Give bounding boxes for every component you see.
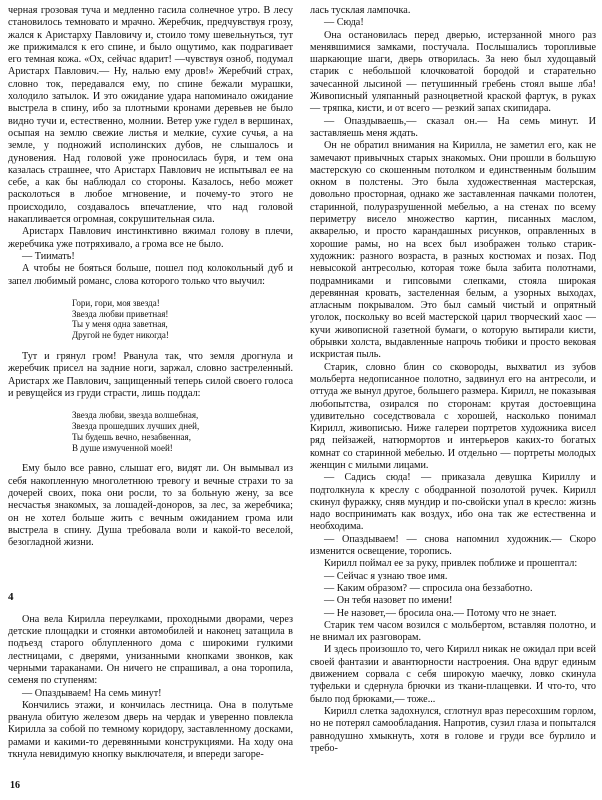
- poem-stanza: [72, 298, 293, 341]
- paragraph: черная грозовая туча и медленно гасила солнечное утро. В лесу становилось темновато и мрачно. Жеребчик, предчувствуя грозу, жался к Аристарху Павловичу и, стоило тому шевельнуться, тут же прижимался к его спине, и было ощутимо, как подрагивает его темная кожа. «Ох, сейчас вдарит! —чувствуя озноб, подумал Аристарх Павлович.— Ну, налью ему дров!» Жеребчий страх, словно ток, передавался ему, по спине бежали мурашки, холодило затылок. И это ожидание удара напоминало ожидание выстрела в спину, ибо за плотными кронами деревьев не было видно тучи и, естественно, молнии. Ветер уже гудел в вершинах, осыпая на землю свежие листья и мелкие, сухие сучья, а на земле, у подножий исполинских дубов, не слышалось и дуновения. Над головой уже проносилась буря, и тем она казалась страшнее, что Аристарх Павлович не испытывал ее на себе, а как бы наблюдал со стороны. Казалось, небо может расколоться в любое мгновение, и почему-то этого не происходило, создавалось впечатление, что над головой накапливается огромная, сокрушительная сила.: [8, 5, 293, 226]
- paragraph: Она вела Кирилла переулками, проходными дворами, через детские площадки и стоянки автомобилей и наконец затащила в подъезд старого облупленного дома с широкими гулкими лестницами, с дверями, унизанными кнопками звонков, как черными тараканами. Он ничего не спрашивал, а она торопила, семеня по ступеням:: [8, 613, 293, 687]
- paragraph: — Каким образом? — спросила она беззаботно.: [324, 582, 533, 594]
- paragraph: Ему было все равно, слышат его, видят ли. Он вымывал из себя накопленную многолетнюю тревогу и вечные страхи то за дочерей своих, пока они росли, то за больную жену, за все несчастья знакомых, за лошадей-доноров, за лес, за жеребчика; он не хотел больше жить с вечным ожиданием грома или выстрела в спину. Душа требовала воли и какой-то веселой, безогладной жизни.: [8, 463, 293, 549]
- left-column: [8, 5, 293, 761]
- paragraph: Она остановилась перед дверью, истерзанной много раз менявшимися замками, постучала. Послышались торопливые шаркающие шаги, дверь отворилась. За нею был худощавый старик с небольшой клочковатой бородой и старательно зачесанной лысиной — петушинный гребень стоял выше лба! Живописный уляпанный разноцветной краской фартук, в руках — тряпка, кисти, и от всего — резкий запах скипидара.: [310, 29, 596, 115]
- paragraph: — Не назовет,— бросила она.— Потому что не знает.: [324, 607, 557, 619]
- poem-line: Звезда любви, звезда волшебная,: [72, 410, 199, 421]
- paragraph: Старик тем часом возился с мольбертом, вставляя полотно, и не внимал их разговорам.: [310, 619, 596, 644]
- paragraph: — Садись сюда! — приказала девушка Кириллу и подтолкнула к креслу с ободранной позолотой ручек. Кирилл скинул фуражку, сняв мундир и по-свойски упал в кресло: жизнь надо воспринимать как воздух, ибо она так же естественна и необходима.: [310, 472, 596, 533]
- paragraph: А чтобы не бояться больше, пошел под колокольный дуб и запел любимый романс, слова которого только что выучил:: [8, 263, 293, 287]
- paragraph: Кирилл поймал ее за руку, привлек поближе и прошептал:: [324, 558, 578, 570]
- paragraph: — Сейчас я узнаю твое имя.: [324, 570, 448, 582]
- paragraph: Кончились этажи, и кончилась лестница. Она в полутьме рванула обитую железом дверь на чердак и уверенно повлекла Кирилла за собой по темному коридору, заставленному досками, рамами и какими-то деревянными конструкциями. На ходу она ткнула невидимую кнопку выключателя, и впереди загоре-: [8, 699, 293, 761]
- paragraph: — Опаздываем! — снова напомнил художник.— Скоро изменится освещение, торопись.: [310, 533, 596, 558]
- paragraph: Кирилл слетка задохнулся, сглотнул враз пересохшим горлом, но не потерял самообладания. Напротив, сузил глаза и попытался равнодушно хмыкнуть, хотя в голове и груди все бурлило и требо-: [310, 705, 596, 754]
- poem-line: Гори, гори, моя звезда!: [72, 297, 160, 308]
- page-number: 16: [10, 780, 20, 791]
- paragraph: Тут и грянул гром! Рванула так, что земля дрогнула и жеребчик присел на задние ноги, заржал, словно застреленный. Аристарх же Павлович, защищенный теперь силой своего голоса и ревущейся из груди страсти, лишь поддал:: [8, 351, 293, 399]
- right-column: [310, 5, 596, 755]
- paragraph: Он не обратил внимания на Кирилла, не заметил его, как не замечают привычных старых знакомых. Они прошли в большую мастерскую со скошенным потолком и единственным большим окном в полстены. Это была художественная мастерская, довольно просторная, однако же заставленная пачками полотен, старинной, полуразрушенной мебелью, а на стенах по всему периметру висело множество картин, писанных маслом, акварелью, и просто карандашных рисунков, оправленных в хорошие рамы, но на всех был изображен только старик-художник: разного возраста, в разных костюмах и позах. Под невысокой антресолью, которая тоже была забита полотнами, подрамниками и гипсовыми слепками, стояла широкая деревянная кровать, застеленная белым, а узорных выходах, атласным покрывалом. Это был самый чистый и опрятный уголок, поскольку во всей мастерской царил творческий хаос — кучи живописной газетной бумаги, о которую вытирали кисти, обрывки холста, выдавленные напрочь тюбики и просто вековая искристая пыль.: [310, 140, 596, 361]
- poem-line: В душе измученной моей!: [72, 442, 173, 453]
- poem-line: Ты будешь вечно, незабвенная,: [72, 431, 191, 442]
- paragraph: — Сюда!: [324, 17, 364, 29]
- chapter-number: 4: [8, 591, 14, 604]
- paragraph: — Опаздываешь,— сказал он.— На семь минут. И заставляешь меня ждать.: [310, 115, 596, 139]
- paragraph: — Тиимать!: [22, 250, 75, 262]
- paragraph: — Опаздываем! На семь минут!: [22, 687, 162, 699]
- paragraph: И здесь произошло то, чего Кирилл никак не ожидал при всей своей фантазии и авантюрности настроения. Она вдруг единым движением сорвала с себя широкую маечку, ловко скинула туфельки и сдернула брючки из ткани-плащевки. И что-то, что было под брюками,— тоже...: [310, 644, 596, 705]
- paragraph: Аристарх Павлович инстинктивно вжимал голову в плечи, жеребчика уже потряхивало, а грома все не было.: [8, 226, 293, 250]
- poem-line: Звезда любви приветная!: [72, 308, 169, 319]
- poem-line: Другой не будет никогда!: [72, 330, 169, 341]
- poem-line: Ты у меня одна заветная,: [72, 319, 168, 330]
- paragraph: Старик, словно блин со сковороды, выхватил из зубов мольберта недописанное полотно, задвинул его на антресоли, и оттуда же вынул другое, большего размера. Кирилл, не показывая любопытства, озирался по сторонам: крутая достоевщина удивительно соседствовала с хорошей, насколько понимал Кирилл, живописью. Ниже галереи портретов художника висел ряд пейзажей, натюрмортов и интерьеров каких-то богатых комнат со старинной мебелью. И отдельно — портреты молодых женщин с милыми лицами.: [310, 361, 596, 471]
- paragraph: — Он тебя назовет по имени!: [324, 595, 453, 607]
- poem-stanza: [72, 410, 293, 453]
- paragraph: лась тусклая лампочка.: [310, 5, 411, 16]
- poem-line: Звезда прошедших лучших дней,: [72, 421, 200, 431]
